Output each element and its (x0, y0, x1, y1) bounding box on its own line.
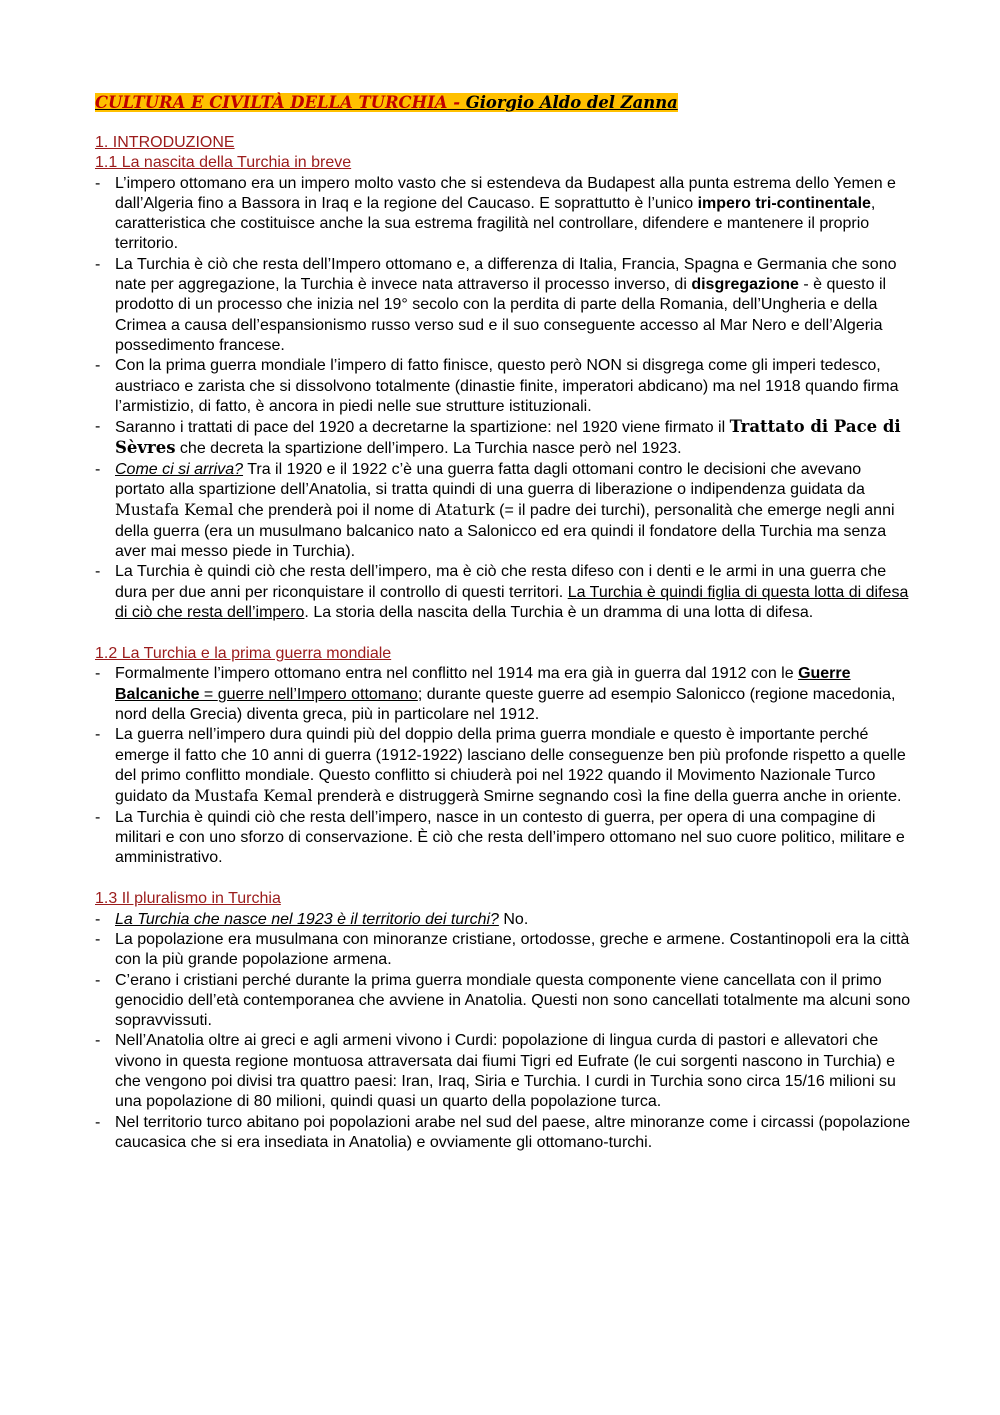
title-main: CULTURA E CIVILTÀ DELLA TURCHIA (95, 93, 448, 112)
text: La guerra nell’impero dura quindi più del doppio della prima guerra mondiale e questo è importante perché emerge il fatto che 10 anni di guerra (1912-1922) lasciano delle conseguenze ben più profonde rispetto a quelle del primo conflitto mondiale. Questo conflitto si chiuderà poi nel 1922 quando il Movimento Nazionale Turco guidato da (115, 726, 906, 806)
list-item (95, 356, 913, 417)
list-item (95, 174, 913, 255)
text: La popolazione era musulmana con minoranze cristiane, ortodosse, greche e armene. Costantinopoli era la città con la più grande popolazione armena. (115, 930, 910, 969)
text: = (199, 685, 218, 703)
list-item (95, 910, 913, 930)
bullet-dash: - (95, 1032, 101, 1050)
list-item (95, 417, 913, 460)
question-text: La Turchia che nasce nel 1923 è il territorio dei turchi? (115, 910, 499, 928)
bold-text: disgregazione (691, 276, 799, 294)
list-item (95, 562, 913, 623)
text: - è questo il prodotto di un processo che inizia nel 19° secolo con la perdita di parte della Romania, dell’Ungheria e della Crimea a causa dell’espansionismo russo verso sud e il suo conseguente accesso al Mar Nero e dell’Algeria possedimento francese. (115, 276, 887, 354)
bullet-dash: - (95, 174, 101, 192)
text: C’erano i cristiani perché durante la prima guerra mondiale questa componente viene cancellata con il primo genocidio dell’età contemporanea che avviene in Anatolia. Questi non sono cancellati totalmente ma alcuni sono sopravvissuti. (115, 971, 911, 1030)
text: La Turchia è quindi ciò che resta dell’impero, ma è ciò che resta difeso con i denti e le armi in una guerra che dura per due anni per riconquistare il controllo di questi territori. (115, 563, 887, 601)
bullet-dash: - (95, 726, 101, 744)
title-separator: - (447, 93, 466, 112)
text: (= il padre dei turchi), personalità che emerge negli anni della guerra (era un musulmano balcanico nato a Salonicco ed era quindi il fondatore della Turchia ma senza aver mai messo piede in Turchia). (115, 502, 895, 560)
text: che decreta la spartizione dell’impero. La Turchia nasce però nel 1923. (175, 440, 682, 458)
text: La Turchia è ciò che resta dell’Impero ottomano e, a differenza di Italia, Francia, Spagna e Germania che sono nate per aggregazione, la Turchia è invece nata attraverso il processo inverso, di (115, 255, 897, 294)
text: Formalmente l’impero ottomano entra nel conflitto nel 1914 ma era già in guerra dal 1912 con le (115, 665, 799, 683)
list-item (95, 1031, 913, 1112)
list-item (95, 664, 913, 725)
bullet-dash: - (95, 1113, 101, 1131)
text: L’impero ottomano era un impero molto vasto che si estendeva da Budapest alla punta estrema dello Yemen e dall’Algeria fino a Bassora in Iraq e la regione del Caucaso. E soprattutto è l’unico (115, 174, 896, 212)
heading-1-2: 1.2 La Turchia e la prima guerra mondiale (95, 645, 392, 663)
heading-1-1: 1.1 La nascita della Turchia in breve (95, 154, 352, 172)
bold-text: impero tri-continentale (697, 194, 871, 212)
bullet-dash: - (95, 971, 101, 989)
text: Tra il 1920 e il 1922 c’è una guerra fatta dagli ottomani contro le decisioni che avevano portato alla spartizione dell’Anatolia, si tratta quindi di una guerra di liberazione o indipendenza guidata da (115, 460, 865, 499)
heading-introduzione: 1. INTRODUZIONE (95, 134, 235, 151)
person-name: Ataturk (435, 501, 495, 520)
bullet-dash: - (95, 357, 101, 375)
list-item (95, 1113, 913, 1154)
underlined-text: La Turchia è quindi figlia di questa lotta di difesa di ciò che resta dell’impero (115, 583, 909, 621)
document-title (95, 92, 913, 114)
text: prenderà e distruggerà Smirne segnando così la fine della guerra anche in oriente. (312, 788, 902, 806)
bullet-dash: - (95, 930, 101, 948)
question-text: Come ci si arriva? (115, 460, 244, 478)
title-author: Giorgio Aldo del Zanna (465, 93, 678, 112)
list-item (95, 725, 913, 807)
text: La Turchia è quindi ciò che resta dell’impero, nasce in un contesto di guerra, per opera di una compagine di militari e con uno sforzo di conservazione. È ciò che resta dell’impero ottomano nel suo cuore politico, militare e amministrativo. (115, 808, 905, 867)
bullet-dash: - (95, 910, 101, 928)
text: Nel territorio turco abitano poi popolazioni arabe nel sud del paese, altre minoranze come i circassi (popolazione caucasica che si era insediata in Anatolia) e ovviamente gli ottomano-turchi. (115, 1113, 911, 1151)
text: No. (498, 910, 529, 928)
list-1-1 (95, 174, 913, 624)
text: che prenderà poi il nome di (233, 502, 436, 520)
bullet-dash: - (95, 665, 101, 683)
list-item (95, 971, 913, 1032)
bullet-dash: - (95, 255, 101, 273)
text: . La storia della nascita della Turchia è un dramma di una lotta di difesa. (304, 603, 814, 621)
bullet-dash: - (95, 563, 101, 581)
list-item (95, 460, 913, 562)
person-name: Mustafa Kemal (194, 787, 313, 806)
text: Con la prima guerra mondiale l’impero di fatto finisce, questo però NON si disgrega come gli imperi tedesco, austriaco e zarista che si dissolvono totalmente (dinastie finite, imperatori abdicano) ma nel 1918 quando firma l’armistizio, di fatto, è ancora in piedi nelle sue strutture istituzionali. (115, 357, 899, 415)
text: Saranno i trattati di pace del 1920 a decretarne la spartizione: nel 1920 viene firmato il (115, 419, 730, 437)
heading-1-3: 1.3 Il pluralismo in Turchia (95, 890, 281, 908)
list-1-3 (95, 910, 913, 1154)
text: , caratteristica che costituisce anche la sua estrema fragilità nel controllare, difendere e mantenere il proprio territorio. (115, 194, 876, 253)
text: Nell’Anatolia oltre ai greci e agli armeni vivono i Curdi: popolazione di lingua curda di pastori e allevatori che vivono in questa regione montuosa attraversata dai fiumi Tigri ed Eufrate (le cui sorgenti nascono in Turchia) e che vengono poi divisi tra quattro paesi: Iran, Iraq, Siria e Turchia. I curdi in Turchia sono circa 15/16 milioni su una popolazione di 80 milioni, quindi quasi un quarto della popolazione turca. (115, 1032, 896, 1111)
bullet-dash: - (95, 460, 101, 478)
document-page (95, 92, 913, 1153)
bullet-dash: - (95, 418, 101, 436)
bold-underlined-text: Guerre Balcaniche (115, 665, 851, 703)
person-name: Mustafa Kemal (115, 501, 234, 520)
list-item (95, 930, 913, 971)
list-item (95, 255, 913, 356)
bullet-dash: - (95, 808, 101, 826)
list-item (95, 808, 913, 869)
underlined-text: guerre nell’Impero ottomano (217, 685, 418, 703)
treaty-name: Trattato di Pace di Sèvres (115, 417, 901, 458)
text: ; durante queste guerre ad esempio Salonicco (regione macedonia, nord della Grecia) diventa greca, più in particolare nel 1912. (115, 685, 896, 724)
list-1-2 (95, 664, 913, 868)
